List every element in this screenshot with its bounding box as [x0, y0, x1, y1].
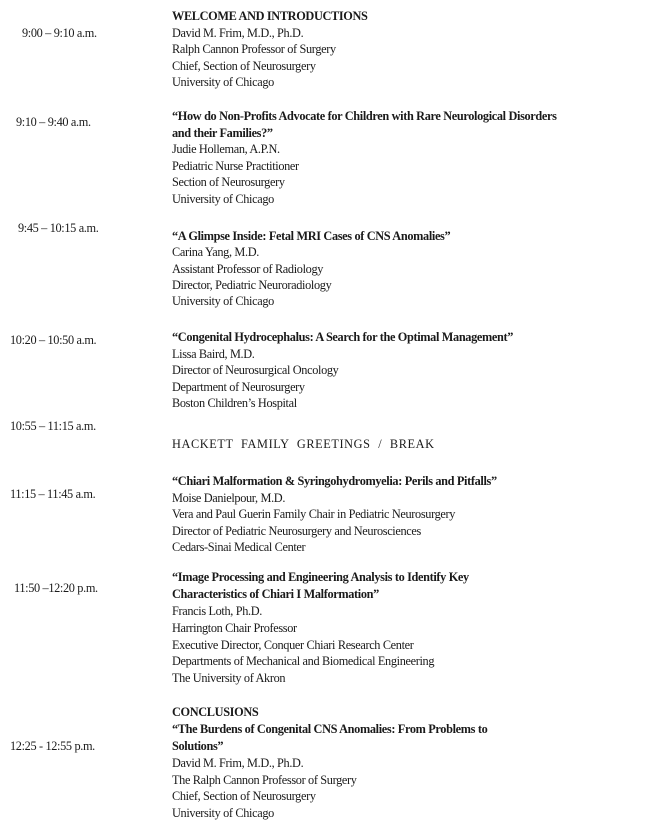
- speaker-info-line: Department of Neurosurgery: [172, 379, 305, 394]
- session-details: [172, 108, 657, 207]
- speaker-info-line: University of Chicago: [172, 806, 274, 821]
- session-time: 12:25 - 12:55 p.m.: [10, 739, 95, 753]
- session-title-line: Characteristics of Chiari I Malformation”: [172, 586, 379, 601]
- session-title-line: “The Burdens of Congenital CNS Anomalies: From Problems to: [172, 721, 488, 736]
- speaker-info-line: University of Chicago: [172, 294, 274, 309]
- session-time: 11:15 – 11:45 a.m.: [10, 487, 96, 501]
- session-details: [172, 329, 657, 412]
- session-details: [172, 569, 657, 687]
- speaker-info-line: University of Chicago: [172, 191, 274, 206]
- speaker-info-line: The Ralph Cannon Professor of Surgery: [172, 772, 357, 787]
- session-details: [172, 704, 657, 822]
- session-title-line: “Congenital Hydrocephalus: A Search for the Optimal Management”: [172, 330, 514, 344]
- session-time: 9:45 – 10:15 a.m.: [18, 221, 99, 235]
- speaker-info-line: The University of Akron: [172, 671, 286, 686]
- session-details: [172, 473, 657, 556]
- speaker-info-line: University of Chicago: [172, 75, 274, 89]
- session-title-line: “Chiari Malformation & Syringohydromyelia: Perils and Pitfalls”: [172, 474, 497, 488]
- speaker-info-line: Ralph Cannon Professor of Surgery: [172, 42, 336, 56]
- speaker-info-line: Cedars-Sinai Medical Center: [172, 540, 306, 554]
- session-title-line: Solutions”: [172, 738, 224, 753]
- session-title-line: CONCLUSIONS: [172, 705, 259, 719]
- speaker-info-line: David M. Frim, M.D., Ph.D.: [172, 25, 304, 40]
- speaker-info-line: Executive Director, Conquer Chiari Research Center: [172, 637, 414, 652]
- speaker-info-line: Lissa Baird, M.D.: [172, 346, 255, 361]
- speaker-info-line: Pediatric Nurse Practitioner: [172, 158, 299, 173]
- session-title-line: and their Families?”: [172, 125, 273, 140]
- session-time: 9:00 – 9:10 a.m.: [22, 26, 97, 40]
- session-title-line: “Image Processing and Engineering Analysis to Identify Key: [172, 570, 469, 584]
- speaker-info-line: Assistant Professor of Radiology: [172, 261, 324, 276]
- speaker-info-line: Harrington Chair Professor: [172, 620, 297, 635]
- session-time: 10:55 – 11:15 a.m.: [10, 419, 96, 433]
- speaker-info-line: Vera and Paul Guerin Family Chair in Pediatric Neurosurgery: [172, 507, 456, 521]
- speaker-info-line: Chief, Section of Neurosurgery: [172, 789, 316, 804]
- session-title-line: “How do Non-Profits Advocate for Children with Rare Neurological Disorders: [172, 109, 557, 123]
- session-time: 11:50 –12:20 p.m.: [14, 581, 98, 595]
- speaker-info-line: Departments of Mechanical and Biomedical Engineering: [172, 654, 435, 669]
- break-label: HACKETT FAMILY GREETINGS / BREAK: [172, 437, 435, 451]
- speaker-info-line: Director of Neurosurgical Oncology: [172, 363, 339, 377]
- session-details: [172, 8, 657, 91]
- speaker-info-line: Chief, Section of Neurosurgery: [172, 58, 316, 73]
- speaker-info-line: Boston Children’s Hospital: [172, 396, 297, 410]
- speaker-info-line: Judie Holleman, A.P.N.: [172, 142, 280, 156]
- session-title-line: “A Glimpse Inside: Fetal MRI Cases of CNS Anomalies”: [172, 229, 451, 243]
- speaker-info-line: Director, Pediatric Neuroradiology: [172, 277, 332, 292]
- session-time: 10:20 – 10:50 a.m.: [10, 333, 97, 347]
- speaker-info-line: Director of Pediatric Neurosurgery and Neurosciences: [172, 523, 421, 538]
- speaker-info-line: Francis Loth, Ph.D.: [172, 603, 263, 618]
- session-details: [172, 228, 657, 309]
- speaker-info-line: Moise Danielpour, M.D.: [172, 490, 286, 505]
- session-details: [172, 436, 657, 453]
- speaker-info-line: David M. Frim, M.D., Ph.D.: [172, 755, 304, 770]
- speaker-info-line: Section of Neurosurgery: [172, 175, 285, 189]
- session-title-line: WELCOME AND INTRODUCTIONS: [172, 9, 368, 23]
- session-time: 9:10 – 9:40 a.m.: [16, 115, 91, 129]
- speaker-info-line: Carina Yang, M.D.: [172, 245, 259, 260]
